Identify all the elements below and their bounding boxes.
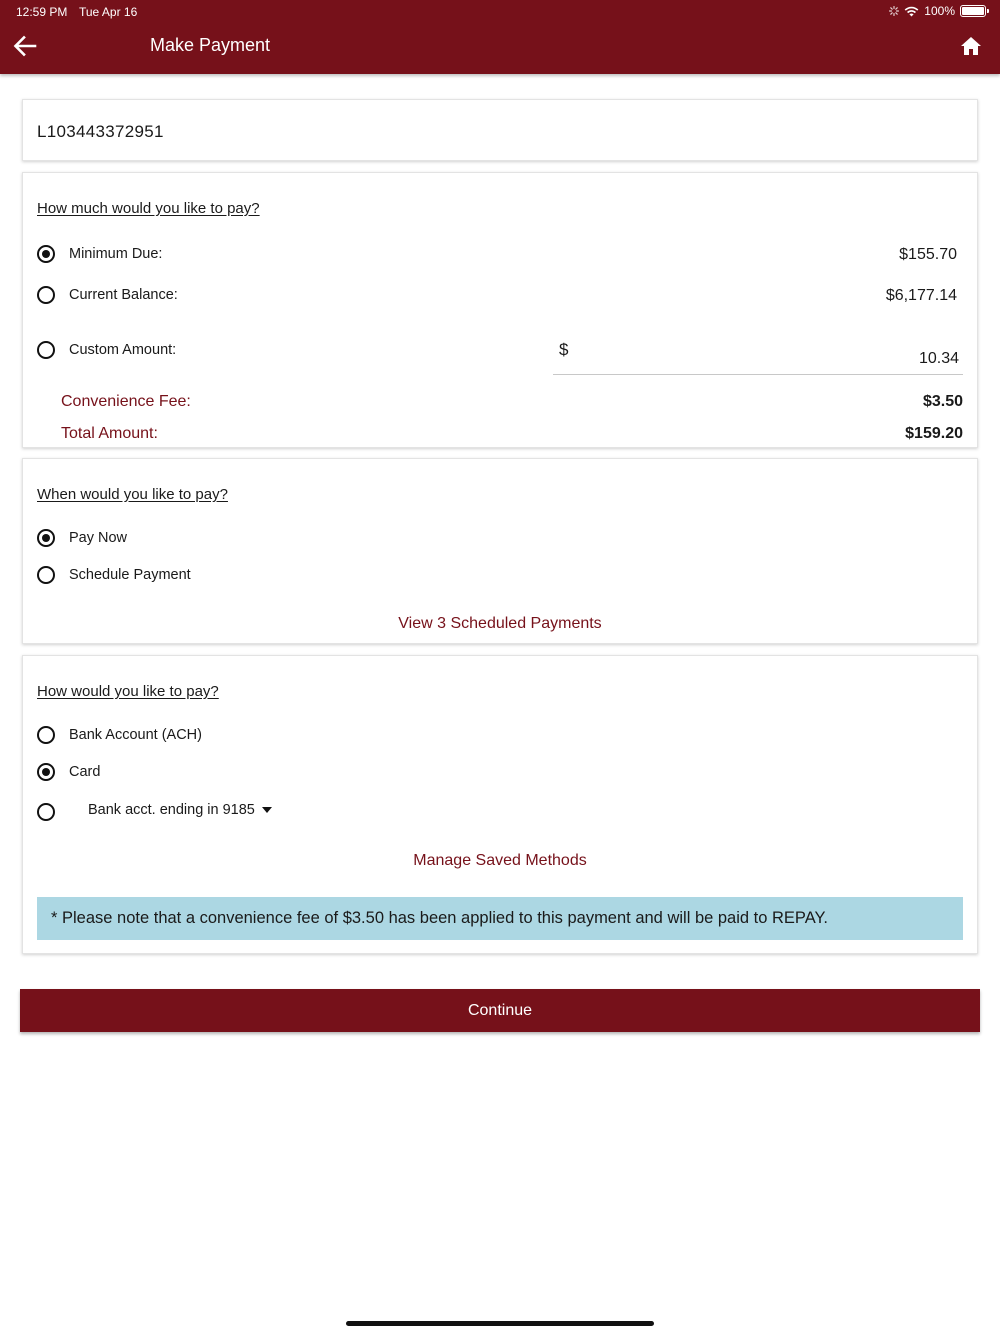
home-icon	[960, 36, 982, 56]
card-option[interactable]	[37, 763, 100, 781]
timing-question: When would you like to pay?	[37, 486, 228, 503]
card-radio[interactable]	[37, 763, 55, 781]
payment-timing-card	[22, 458, 978, 644]
saved-method-dropdown[interactable]	[88, 802, 272, 818]
bank-account-option[interactable]	[37, 726, 202, 744]
page-title: Make Payment	[150, 35, 271, 55]
custom-amount-currency: $	[559, 340, 569, 359]
minimum-due-radio[interactable]	[37, 245, 55, 263]
minimum-due-option[interactable]	[37, 245, 162, 263]
schedule-payment-radio[interactable]	[37, 566, 55, 584]
chevron-down-icon	[262, 807, 272, 813]
loan-number: L103443372951	[37, 122, 164, 141]
bank-account-radio[interactable]	[37, 726, 55, 744]
loan-account-card	[22, 99, 978, 161]
battery-percent: 100%	[924, 4, 955, 18]
manage-saved-methods-link[interactable]: Manage Saved Methods	[413, 852, 587, 869]
custom-amount-label: Custom Amount:	[69, 342, 177, 358]
custom-amount-option[interactable]	[37, 341, 176, 359]
current-balance-radio[interactable]	[37, 286, 55, 304]
payment-amount-card	[22, 172, 978, 448]
saved-method-radio[interactable]	[37, 803, 55, 821]
battery-level	[962, 7, 984, 15]
payment-method-card	[22, 655, 978, 954]
saved-method-option[interactable]	[37, 803, 55, 821]
total-amount-value: $159.20	[905, 425, 963, 442]
back-button[interactable]	[12, 34, 38, 58]
current-balance-option[interactable]	[37, 286, 178, 304]
method-question: How would you like to pay?	[37, 683, 219, 700]
status-indicators	[889, 4, 986, 18]
minimum-due-amount: $155.70	[899, 246, 957, 263]
saved-method-value: Bank acct. ending in 9185	[88, 802, 255, 818]
bank-account-label: Bank Account (ACH)	[69, 727, 202, 743]
activity-spinner-icon	[889, 6, 899, 16]
status-date: Tue Apr 16	[79, 5, 138, 19]
home-button[interactable]	[960, 36, 982, 56]
arrow-left-icon	[12, 34, 38, 58]
convenience-fee-label: Convenience Fee:	[61, 393, 191, 410]
continue-button[interactable]: Continue	[20, 989, 980, 1032]
amount-question: How much would you like to pay?	[37, 200, 260, 217]
card-label: Card	[69, 764, 101, 780]
convenience-fee-notice: * Please note that a convenience fee of $3.50 has been applied to this payment and will be paid to REPAY.	[37, 897, 963, 940]
total-amount-label: Total Amount:	[61, 425, 158, 442]
status-time: 12:59 PM	[16, 5, 68, 19]
custom-amount-input[interactable]	[553, 343, 963, 375]
home-indicator	[346, 1321, 654, 1326]
wifi-icon	[904, 6, 919, 17]
convenience-fee-value: $3.50	[922, 393, 963, 410]
battery-icon	[960, 5, 986, 17]
top-navigation-bar	[0, 0, 1000, 74]
custom-amount-radio[interactable]	[37, 341, 55, 359]
minimum-due-label: Minimum Due:	[69, 246, 163, 262]
schedule-payment-option[interactable]	[37, 566, 191, 584]
current-balance-amount: $6,177.14	[885, 287, 957, 304]
pay-now-label: Pay Now	[69, 530, 128, 546]
current-balance-label: Current Balance:	[69, 287, 178, 303]
pay-now-option[interactable]	[37, 529, 127, 547]
schedule-payment-label: Schedule Payment	[69, 567, 191, 583]
view-scheduled-payments-link[interactable]: View 3 Scheduled Payments	[398, 615, 602, 632]
pay-now-radio[interactable]	[37, 529, 55, 547]
